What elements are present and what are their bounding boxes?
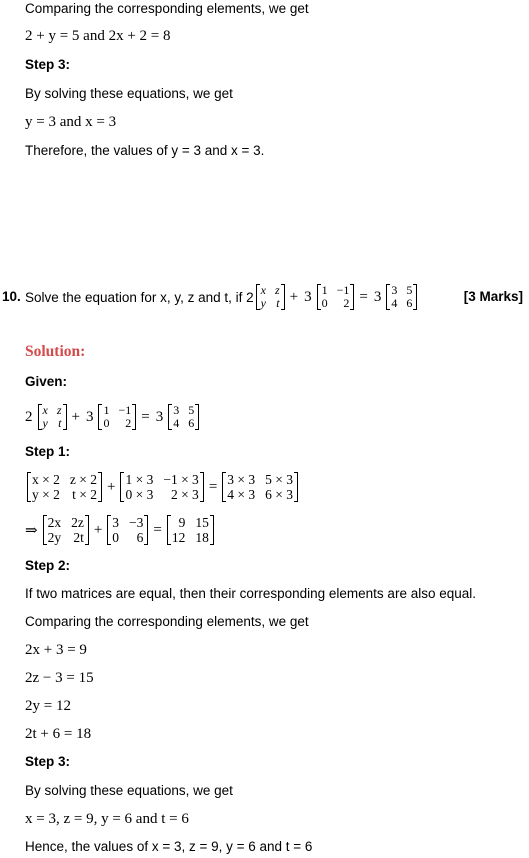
matrix-xzyt: x z y t: [256, 284, 285, 310]
equation-4: 2t + 6 = 18: [25, 726, 92, 742]
comparing-text: Comparing the corresponding elements, we get: [25, 1, 309, 16]
step1b-matrix-2: 3 −3 0 6: [107, 515, 148, 545]
step1b-matrix-1: 2x 2z 2y 2t: [43, 515, 89, 545]
solving-text: By solving these equations, we get: [25, 86, 233, 101]
given-matrix-2: 1 −1 0 2: [98, 404, 136, 430]
matrix-constants: 1 −1 0 2: [317, 284, 355, 310]
question-line: Solve the equation for x, y, z and t, if 2 x z y t + 3 1 −1 0 2 = 3 3 5 4 6: [25, 281, 419, 313]
step1-matrix-2: 1 × 3 −1 × 3 0 × 3 2 × 3: [120, 472, 203, 502]
solving-text-2: By solving these equations, we get: [25, 783, 233, 798]
equation-3: 2y = 12: [25, 698, 71, 714]
matrix-result: 3 5 4 6: [386, 284, 417, 310]
step2-heading: Step 2:: [25, 558, 71, 573]
step1b-matrix-3: 9 15 12 18: [167, 515, 214, 545]
given-heading: Given:: [25, 374, 68, 389]
step3-heading-2: Step 3:: [25, 754, 71, 769]
step1-matrix-3: 3 × 3 5 × 3 4 × 3 6 × 3: [222, 472, 298, 502]
equation-1: 2x + 3 = 9: [25, 642, 87, 658]
therefore-line: Therefore, the values of y = 3 and x = 3.: [25, 143, 265, 158]
hence-line: Hence, the values of x = 3, z = 9, y = 6 and t = 6: [25, 839, 313, 854]
step3-heading: Step 3:: [25, 57, 71, 72]
step1-heading: Step 1:: [25, 444, 71, 459]
rule-text: If two matrices are equal, then their corresponding elements are also equal.: [25, 586, 476, 601]
question-text: Solve the equation for x, y, z and t, if 2: [25, 289, 254, 305]
given-matrix-1: x z y t: [38, 404, 67, 430]
step1-simplified-equation: ⇒ 2x 2z 2y 2t + 3 −3 0 6 = 9 15 12 18: [25, 512, 216, 548]
step1-matrix-1: x × 2 z × 2 y × 2 t × 2: [27, 472, 102, 502]
given-equation: 2 x z y t + 3 1 −1 0 2 = 3 3 5 4 6: [25, 400, 201, 434]
equation-2: 2z − 3 = 15: [25, 670, 94, 686]
comparing-text-2: Comparing the corresponding elements, we get: [25, 614, 309, 629]
result-line-2: x = 3, z = 9, y = 6 and t = 6: [25, 811, 189, 827]
question-number: 10.: [2, 289, 21, 304]
solution-heading: Solution:: [25, 343, 86, 360]
given-matrix-3: 3 5 4 6: [168, 404, 199, 430]
result-line: y = 3 and x = 3: [25, 114, 117, 130]
step1-expanded-equation: x × 2 z × 2 y × 2 t × 2 + 1 × 3 −1 × 3 0 × 3 2 × 3 = 3 × 3 5 × 3 4 × 3 6 × 3: [25, 469, 300, 505]
equations-line: 2 + y = 5 and 2x + 2 = 8: [25, 28, 171, 44]
marks-label: [3 Marks]: [463, 289, 523, 304]
